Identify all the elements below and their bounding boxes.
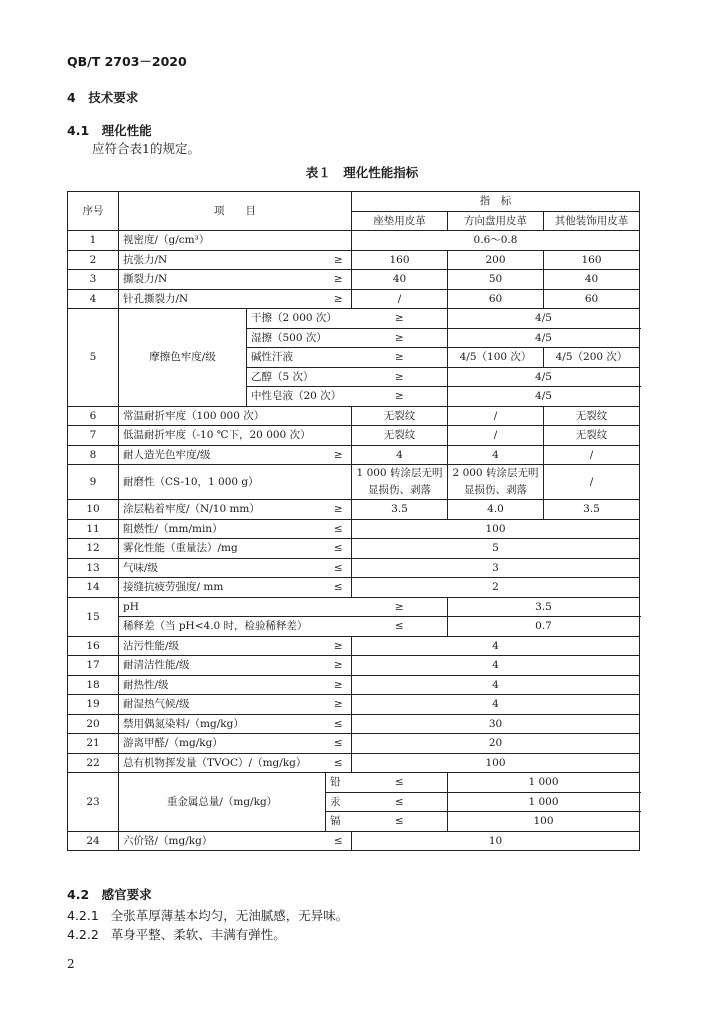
value-merged: 100 [352, 519, 640, 539]
clause-4-2-2 [67, 925, 286, 943]
value-merged: 4/5 [448, 367, 640, 387]
row-number: 23 [68, 773, 119, 832]
table-row [68, 695, 640, 715]
table-row [68, 734, 640, 754]
value-merged: 1 000 [448, 792, 640, 812]
value-merged: 100 [448, 812, 640, 832]
table-row [68, 406, 640, 426]
row-number: 14 [68, 578, 119, 598]
value-wheel: 50 [448, 270, 544, 290]
row-operator: ≤ [352, 773, 448, 793]
row-item: 视密度/（g/cm³） [119, 231, 326, 251]
row-number: 20 [68, 714, 119, 734]
row-number: 18 [68, 675, 119, 695]
header-index: 指 标 [352, 192, 640, 212]
value-merged: 4/5 [448, 309, 640, 329]
row-operator: ≤ [326, 578, 352, 598]
value-merged: 0.6～0.8 [352, 231, 640, 251]
table-row [68, 558, 640, 578]
row-operator [326, 426, 352, 446]
value-merged: 3.5 [448, 597, 640, 617]
value-other: 无裂纹 [544, 426, 640, 446]
row-number: 5 [68, 309, 119, 407]
value-wheel: 4.0 [448, 500, 544, 520]
row-number: 19 [68, 695, 119, 715]
row-operator: ≥ [326, 675, 352, 695]
section-4-1-title: 4.1 理化性能 [67, 123, 152, 138]
section-4-2-title: 4.2 感官要求 [67, 887, 152, 902]
table-row [68, 714, 640, 734]
row-item: 针孔撕裂力/N [119, 289, 326, 309]
value-merged: 4/5 [448, 387, 640, 407]
row-subitem: 镉 [326, 812, 352, 832]
section-4-title: 4 技术要求 [67, 90, 139, 105]
clause-4-2-2-num: 4.2.2 [67, 927, 99, 942]
value-merged: 100 [352, 753, 640, 773]
row-operator: ≥ [352, 597, 448, 617]
row-item: 耐清洁性能/级 [119, 656, 326, 676]
row-item: 耐人造光色牢度/级 [119, 445, 326, 465]
value-other: 60 [544, 289, 640, 309]
row-item: 阻燃性/（mm/min） [119, 519, 326, 539]
value-merged: 30 [352, 714, 640, 734]
row-number: 7 [68, 426, 119, 446]
row-operator: ≤ [326, 714, 352, 734]
header-col-wheel: 方向盘用皮革 [448, 211, 544, 231]
row-item: 总有机物挥发量（TVOC）/（mg/kg） [119, 753, 326, 773]
row-number: 12 [68, 539, 119, 559]
table-header-row [68, 192, 640, 212]
row-operator: ≥ [326, 445, 352, 465]
value-seat: 160 [352, 250, 448, 270]
row-operator [326, 465, 352, 500]
row-item: 涂层粘着牢度/（N/10 mm） [119, 500, 326, 520]
row-number: 1 [68, 231, 119, 251]
row-item: 耐热性/级 [119, 675, 326, 695]
table-row [68, 270, 640, 290]
row-subitem: 干擦（2 000 次） [247, 309, 352, 329]
row-item: 雾化性能（重量法）/mg [119, 539, 326, 559]
table-row [68, 831, 640, 851]
table-row [68, 445, 640, 465]
row-operator: ≤ [352, 812, 448, 832]
table-row [68, 636, 640, 656]
row-item: 稀释差（当 pH<4.0 时，检验稀释差） [119, 617, 352, 637]
value-wheel: 4 [448, 445, 544, 465]
row-subitem: 湿擦（500 次） [247, 328, 352, 348]
row-number: 10 [68, 500, 119, 520]
value-seat: 1 000 转涂层无明显损伤、剥落 [352, 465, 448, 500]
standard-code: QB/T 2703－2020 [67, 54, 187, 69]
row-item: 重金属总量/（mg/kg） [119, 773, 326, 832]
row-number: 16 [68, 636, 119, 656]
row-number: 17 [68, 656, 119, 676]
row-operator: ≤ [326, 519, 352, 539]
clause-4-2-1-text: 全张革厚薄基本均匀，无油腻感，无异味。 [110, 908, 349, 923]
row-subitem: 乙醇（5 次） [247, 367, 352, 387]
row-operator: ≥ [352, 387, 448, 407]
value-merged: 4 [352, 695, 640, 715]
row-item: 接缝抗疲劳强度/ mm [119, 578, 326, 598]
value-other: / [544, 465, 640, 500]
table-row [68, 309, 640, 329]
row-number: 24 [68, 831, 119, 851]
row-number: 8 [68, 445, 119, 465]
value-seat: 无裂纹 [352, 406, 448, 426]
value-seat: 3.5 [352, 500, 448, 520]
row-item: 沾污性能/级 [119, 636, 326, 656]
row-item: 抗张力/N [119, 250, 326, 270]
value-merged: 0.7 [448, 617, 640, 637]
row-operator: ≤ [326, 753, 352, 773]
value-other: 160 [544, 250, 640, 270]
table-row [68, 675, 640, 695]
value-seat: 40 [352, 270, 448, 290]
spec-table [67, 191, 640, 851]
value-merged: 1 000 [448, 773, 640, 793]
value-merged: 20 [352, 734, 640, 754]
row-operator: ≥ [326, 656, 352, 676]
row-subitem: 汞 [326, 792, 352, 812]
value-seat: 无裂纹 [352, 426, 448, 446]
value-merged: 4 [352, 656, 640, 676]
table-row [68, 773, 640, 793]
value-merged: 4/5 [448, 328, 640, 348]
row-operator: ≥ [352, 328, 448, 348]
row-item: 常温耐折牢度（100 000 次） [119, 406, 326, 426]
row-operator: ≥ [326, 250, 352, 270]
table-row [68, 231, 640, 251]
page-number: 2 [67, 957, 75, 971]
row-operator: ≥ [352, 367, 448, 387]
value-seat: / [352, 289, 448, 309]
row-number: 13 [68, 558, 119, 578]
table-row [68, 597, 640, 617]
row-number: 3 [68, 270, 119, 290]
row-operator: ≤ [326, 831, 352, 851]
row-operator: ≥ [326, 500, 352, 520]
header-item: 项 目 [119, 192, 352, 231]
table-row [68, 656, 640, 676]
value-merged: 4 [352, 675, 640, 695]
row-item: 耐磨性（CS-10，1 000 g） [119, 465, 326, 500]
clause-4-2-1 [67, 906, 348, 924]
row-item: 游离甲醛/（mg/kg） [119, 734, 326, 754]
table-row [68, 289, 640, 309]
value-seat: 4/5（100 次） [448, 348, 544, 368]
row-number: 11 [68, 519, 119, 539]
value-other: 3.5 [544, 500, 640, 520]
row-operator: ≥ [352, 309, 448, 329]
row-operator: ≥ [326, 636, 352, 656]
value-wheel: 200 [448, 250, 544, 270]
value-merged: 2 [352, 578, 640, 598]
row-operator: ≤ [326, 539, 352, 559]
table-row [68, 250, 640, 270]
table-row [68, 465, 640, 500]
row-operator: ≥ [352, 348, 448, 368]
value-wheel: / [448, 426, 544, 446]
value-other: / [544, 445, 640, 465]
row-operator: ≤ [352, 617, 448, 637]
row-operator [326, 231, 352, 251]
table-title: 表１ 理化性能指标 [305, 165, 419, 180]
row-operator: ≥ [326, 270, 352, 290]
table-row [68, 539, 640, 559]
value-seat: 4 [352, 445, 448, 465]
value-wheel: 2 000 转涂层无明显损伤、剥落 [448, 465, 544, 500]
row-item: 摩擦色牢度/级 [119, 309, 247, 407]
row-item: 六价铬/（mg/kg） [119, 831, 326, 851]
row-operator: ≤ [326, 734, 352, 754]
value-wheel: 4/5（200 次） [544, 348, 640, 368]
row-operator: ≥ [326, 695, 352, 715]
value-wheel: / [448, 406, 544, 426]
section-4-1-body: 应符合表1的规定。 [92, 141, 200, 156]
row-number: 22 [68, 753, 119, 773]
row-operator: ≤ [326, 558, 352, 578]
table-row [68, 426, 640, 446]
row-item: 耐湿热气候/级 [119, 695, 326, 715]
row-item: 撕裂力/N [119, 270, 326, 290]
value-merged: 4 [352, 636, 640, 656]
value-merged: 3 [352, 558, 640, 578]
header-no: 序号 [68, 192, 119, 231]
value-merged: 10 [352, 831, 640, 851]
row-number: 6 [68, 406, 119, 426]
row-operator [326, 406, 352, 426]
row-number: 15 [68, 597, 119, 636]
row-subitem: 铅 [326, 773, 352, 793]
table-row [68, 519, 640, 539]
row-subitem: 碱性汗液 [247, 348, 352, 368]
table-row [68, 578, 640, 598]
row-operator: ≥ [326, 289, 352, 309]
header-col-other: 其他装饰用皮革 [544, 211, 640, 231]
table-row [68, 617, 640, 637]
row-item: 气味/级 [119, 558, 326, 578]
value-other: 无裂纹 [544, 406, 640, 426]
row-item: pH [119, 597, 352, 617]
value-merged: 5 [352, 539, 640, 559]
value-wheel: 60 [448, 289, 544, 309]
table-row [68, 753, 640, 773]
row-item: 低温耐折牢度（-10 ℃下，20 000 次） [119, 426, 326, 446]
table-row [68, 500, 640, 520]
clause-4-2-1-num: 4.2.1 [67, 908, 99, 923]
row-subitem: 中性皂液（20 次） [247, 387, 352, 407]
row-item: 禁用偶氮染料/（mg/kg） [119, 714, 326, 734]
header-col-seat: 座垫用皮革 [352, 211, 448, 231]
value-other: 40 [544, 270, 640, 290]
row-number: 9 [68, 465, 119, 500]
row-operator: ≤ [352, 792, 448, 812]
row-number: 4 [68, 289, 119, 309]
row-number: 21 [68, 734, 119, 754]
row-number: 2 [68, 250, 119, 270]
clause-4-2-2-text: 革身平整、柔软、丰满有弹性。 [110, 927, 286, 942]
